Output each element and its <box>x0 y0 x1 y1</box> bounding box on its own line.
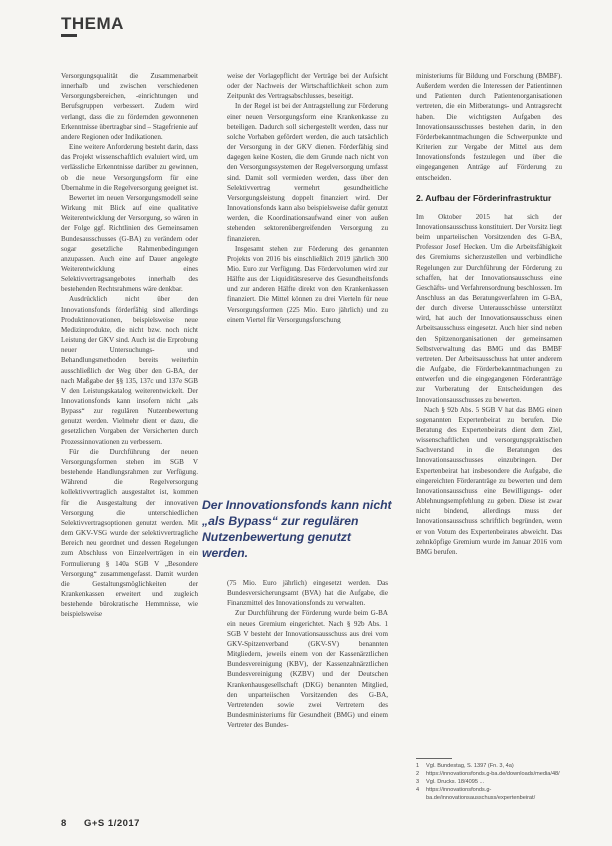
footnote-rule <box>416 758 452 759</box>
magazine-issue: G+S 1/2017 <box>84 818 140 829</box>
section-title: THEMA <box>61 14 124 33</box>
paragraph: Im Oktober 2015 hat sich der Innovationsausschuss konstituiert. Der Vorsitz liegt beim unparteiischen Vorsitzenden des G-BA, Professor Josef Hecken. Um die Arbeitsfähigkeit des Gremiums sicherzustellen und verbindliche Regelungen zur Durchführung der Förderung zu schaffen, hat der Innovationsausschuss eine Geschäfts- und Verfahrensordnung beschlossen. Im Anschluss an das Beratungsverfahren im G-BA, der durch diverse Unterausschüsse unterstützt wird, hat auch der Innovationsausschuss einen Arbeitsausschuss eingesetzt. Auch hier sind neben den Spitzenorganisationen der gemeinsamen Selbstverwaltung das BMG und das BMBF vertreten. Der Arbeitsausschuss hat unter anderem die Aufgabe, die Förderbekanntmachungen zu entwerfen und die eingegangenen Förderanträge zur Vorberatung der Entscheidungen des Innovationsausschusses zu bewerten. <box>416 212 562 404</box>
footnote-link[interactable]: Vgl. Drucks. 18/4095 ... <box>426 778 485 785</box>
text-column-3 <box>416 71 562 753</box>
pull-quote: Der Innovationsfonds kann nicht „als Bypass“ zur regulären Nutzenbewertung genutzt werden. <box>200 495 400 565</box>
paragraph: weise der Vorlagepflicht der Verträge bei der Aufsicht oder der Nachweis der Wirtschaftlichkeit schon zum Zeitpunkt des Vertragsabschlusses, beseitigt. <box>227 72 388 101</box>
footnote-link[interactable]: Vgl. Bundestag, S. 1397 (Fn. 3, 4a) <box>426 762 514 769</box>
footnote: 4 https://innovationsfonds.g-ba.de/innovationsausschuss/expertenbeirat/ <box>416 786 562 802</box>
paragraph: Für die Durchführung der neuen Versorgungsformen stehen im SGB V bestehende Handlungsrahmen zur Verfügung. Während die Regelversorgung kollektivvertraglich ausgestaltet ist, kommen für die Ausgestaltung der innovativen Versorgung die unterschiedlichen Selektivvertragsoptionen genutzt werden. Mit dem GKV-VSG wurde der selektivvertragliche Bereich neu geordnet und dessen Regelungen zum Abschluss von Einzelverträgen in ein Formulierung § 140a SGB V „Besondere Versorgung“ zusammengefasst. Damit wurden die Gestaltungsmöglichkeiten der Krankenkassen erweitert und zugleich bestehende bürokratische Hemmnisse, wie beispielsweise <box>61 447 198 619</box>
footnote: 3 Vgl. Drucks. 18/4095 ... <box>416 778 485 785</box>
page-number: 8 <box>61 818 67 829</box>
paragraph: Bewertet im neuen Versorgungsmodell seine Wirkung mit Blick auf eine qualitative Weiterentwicklung der Versorgung, so wären in der Folge ggf. Richtlinien des Gemeinsamen Bundesausschusses (G-BA) zu verändern oder sogar gesetzliche Rahmenbedingungen anzupassen. Auch eine auf Dauer angelegte Weiterentwicklung eines Selektivvertragsangebotes innerhalb des bestehenden Rechtsrahmens wäre denkbar. <box>61 193 198 294</box>
paragraph: Versorgungsqualität die Zusammenarbeit innerhalb und zwischen verschiedenen Versorgungsbereichen, -einrichtungen und Berufsgruppen verbessert. Zudem wird verlangt, dass die zu fördernden gewonnenen Erkenntnisse übertragbar sind – Stagefrienie auf andere Regionen oder Indikationen. <box>61 72 198 141</box>
footnote: 1 Vgl. Bundestag, S. 1397 (Fn. 3, 4a) <box>416 762 514 769</box>
text-column-2-lower <box>227 578 388 796</box>
paragraph: ministeriums für Bildung und Forschung (BMBF). Außerdem werden die Interessen der Patientinnen und Patienten durch Patientenorganisationen vertreten, die ein Mitberatungs- und Antragsrecht haben. Die wichtigsten Aufgaben des Innovationsausschusses bestehen darin, in den Förderbekanntmachungen die Schwerpunkte und Kriterien zur Vergabe der Mittel aus dem Innovationsfonds festzulegen und über die eingegangenen Anträge auf Förderung zu entscheiden. <box>416 72 562 182</box>
paragraph: Eine weitere Anforderung besteht darin, dass das Projekt wissenschaftlich evaluiert wird, um verlässliche Erkenntnisse darüber zu gewinnen, ob die neue Versorgungsform für eine Übernahme in die Regelversorgung geeignet ist. <box>61 143 198 192</box>
footnote-link[interactable]: https://innovationsfonds.g-ba.de/downloads/media/48/ <box>426 770 560 777</box>
footnote-link[interactable]: https://innovationsfonds.g-ba.de/innovationsausschuss/expertenbeirat/ <box>426 786 536 802</box>
paragraph: Insgesamt stehen zur Förderung des genannten Projekts von 2016 bis einschließlich 2019 jährlich 300 Mio. Euro zur Verfügung. Das Fördervolumen wird zur Hälfte aus der Liquiditätsreserve des Gesundheitsfonds und zur anderen Hälfte direkt von den Krankenkassen finanziert. Die Mittel können zu drei Vierteln für neue Versorgungsformen (225 Mio. Euro jährlich) und zu einem Viertel für Versorgungsforschung <box>227 244 388 324</box>
text-column-1 <box>61 71 198 796</box>
paragraph: Ausdrücklich nicht über den Innovationsfonds förderfähig sind allerdings Produktinnovationen, beispielsweise neue Medizinprodukte, die nicht bzw. noch nicht Leistung der GKV sind. Auch ist die Erprobung neuer Untersuchungs- und Behandlungsmethoden bereits weiterhin ausschließlich der Weg über den G-BA, der nach Maßgabe der §§ 135, 137c und 137e SGB V den Leistungskatalog weiterentwickelt. Der Innovationsfonds kann insofern nicht „als Bypass“ zur regulären Nutzenbewertung genutzt werden. Vielmehr dient er dazu, die gesetzlichen Vorgaben der Versicherten durch Prozessinnovationen zu verbessern. <box>61 295 198 446</box>
paragraph: Zur Durchführung der Förderung wurde beim G-BA ein neues Gremium eingerichtet. Nach § 92b Abs. 1 SGB V besteht der Innovationsausschuss aus drei vom GKV-Spitzenverband (GKV-SV) benannten Mitgliedern, jeweils einem von der Kassenärztlichen Bundesvereinigung (KBV), der Kassenzahnärztlichen Bundesvereinigung (KZBV) und der Deutschen Krankenhausgesellschaft (DKG) benannten Mitglied, den unparteiischen Vorsitzenden des G-BA, Vertretenden sowie zwei Vertretern des Bundesministeriums für Gesundheit (BMG) und einem Vertreter des Bundes- <box>227 609 388 730</box>
footnotes <box>416 758 562 802</box>
section-heading: 2. Aufbau der Förderinfrastruktur <box>416 192 552 203</box>
paragraph: In der Regel ist bei der Antragstellung zur Förderung einer neuen Versorgungsform eine Krankenkasse zu beteiligen. Dadurch soll sichergestellt werden, dass nur solche Vorhaben gefördert werden, die auch tatsächlich der Versorgung in der GKV dienen. Förderfähig sind dagegen keine Kosten, die dem Grunde nach nicht von den Versorgungssystemen der Regelversorgung umfasst sind. Damit soll vermieden werden, dass über den Selektivvertrag vermehrt gesundheitliche Versorgungsleistung doppelt finanziert wird. Der Innovationsfonds kann also beispielsweise dafür genutzt werden, die Koordinationsaufwand einer von außen stehenden sektorenübergreifenden Versorgung zu finanzieren. <box>227 102 388 243</box>
footnote: 2 https://innovationsfonds.g-ba.de/downloads/media/48/ <box>416 770 560 777</box>
paragraph: (75 Mio. Euro jährlich) eingesetzt werden. Das Bundesversicherungsamt (BVA) hat die Aufgabe, die Finanzmittel des Innovationsfonds zu verwalten. <box>227 579 388 608</box>
section-title-rule <box>61 34 77 37</box>
text-column-2 <box>227 71 388 483</box>
paragraph: Nach § 92b Abs. 5 SGB V hat das BMG einen sogenannten Expertenbeirat zu berufen. Die Beratung des Expertenbeirats dient dem Ziel, wissenschaftlichen und versorgungspraktischen Sachverstand in die Beratungen des Innovationsausschusses einzubringen. Der Expertenbeirat hat insbesondere die Aufgabe, die eingereichten Förderanträge zu bewerten und dem Innovationsausschuss eine Bewilligungs- oder Ablehnungsempfehlung zu geben. Diese ist zwar nicht bindend, allerdings muss der Innovationsausschuss schriftlich begründen, wenn er von Votum des Expertenbeirates abweicht. Das zehnköpfige Gremium wurde im Januar 2016 vom BMG berufen. <box>416 405 562 556</box>
